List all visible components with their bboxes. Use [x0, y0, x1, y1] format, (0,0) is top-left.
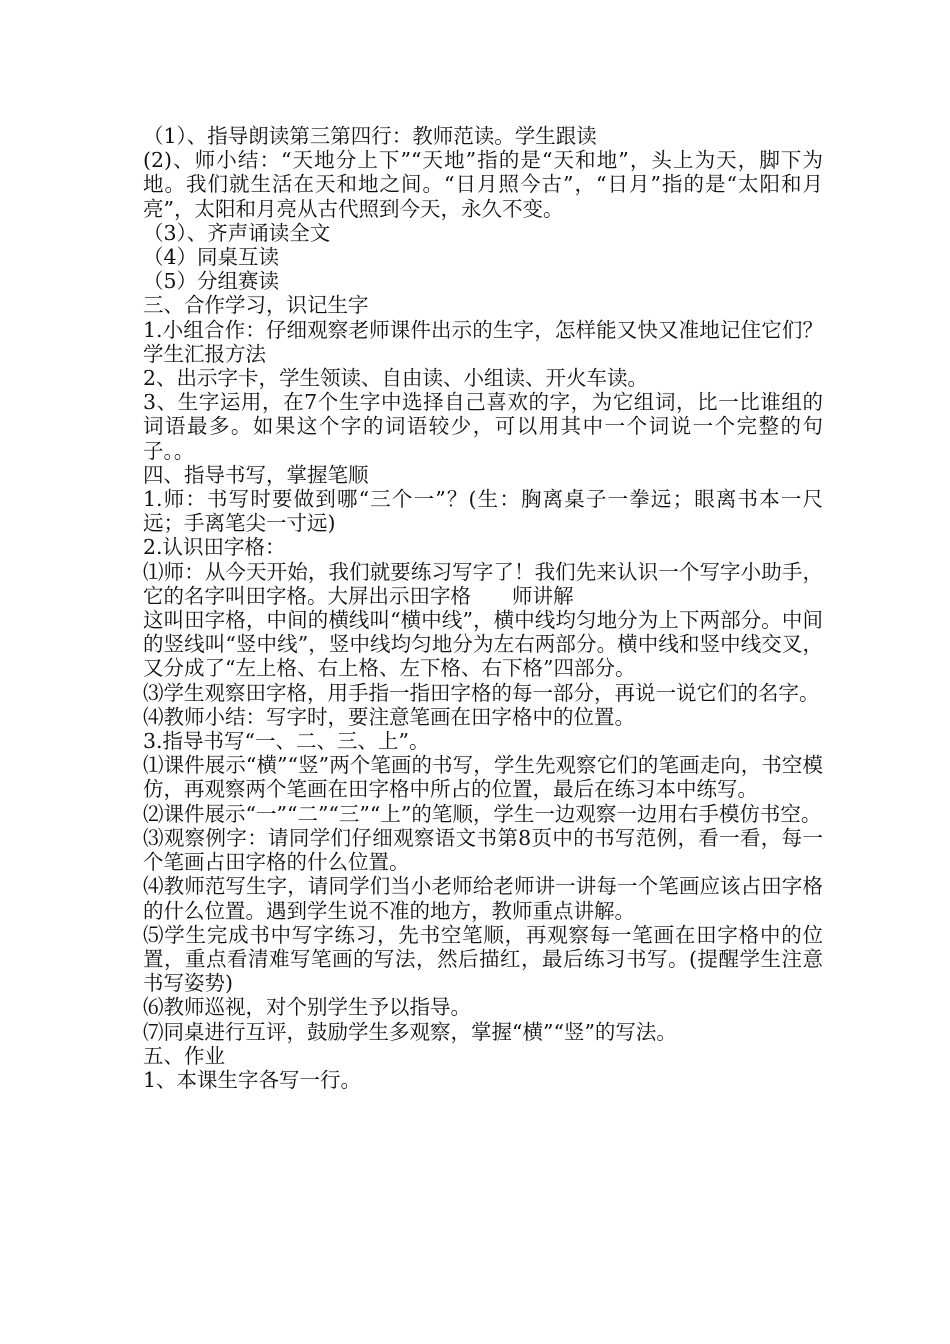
paragraph-group-cooperation: 1.小组合作：仔细观察老师课件出示的生字，怎样能又快又准地记住它们？学生汇报方法 [143, 317, 823, 366]
section-heading-4: 四、指导书写，掌握笔顺 [143, 462, 369, 487]
paragraph-teacher-demo: ⑷教师范写生字，请同学们当小老师给老师讲一讲每一个笔画应该占田字格的什么位置。遇到学生说不准的地方，教师重点讲解。 [143, 874, 823, 923]
document-page [143, 124, 823, 1092]
paragraph-tianzige-intro: 2.认识田字格： [143, 535, 286, 560]
paragraph-reading-guide: （1）、指导朗读第三第四行：教师范读。学生跟读 [143, 124, 597, 148]
paragraph-teacher-conclusion: ⑷教师小结：写字时，要注意笔画在田字格中的位置。 [143, 704, 635, 729]
section-heading-3: 三、合作学习，识记生字 [143, 293, 369, 318]
paragraph-observe-grid: ⑶学生观察田字格，用手指一指田字格的每一部分，再说一说它们的名字。 [143, 680, 820, 705]
paragraph-observe-examples: ⑶观察例字：请同学们仔细观察语文书第8页中的书写范例，看一看，每一个笔画占田字格的什么位置。 [143, 825, 823, 875]
paragraph-word-cards: 2、出示字卡，学生领读、自由读、小组读、开火车读。 [143, 366, 649, 391]
paragraph-student-practice: ⑸学生完成书中写字练习，先书空笔顺，再观察每一笔画在田字格中的位置，重点看清难写笔画的写法，然后描红，最后练习书写。(提醒学生注意书写姿势) [143, 922, 823, 996]
paragraph-deskmate-read: （4）同桌互读 [143, 245, 280, 270]
paragraph-three-ones: 1.师：书写时要做到哪“三个一”？(生：胸离桌子一拳远；眼离书本一尺远；手离笔尖一寸远) [143, 487, 823, 536]
paragraph-stroke-order: ⑵课件展示“一”“二”“三”“上”的笔顺，学生一边观察一边用右手模仿书空。 [143, 801, 822, 826]
paragraph-recite-all: （3）、齐声诵读全文 [143, 220, 331, 245]
paragraph-teacher-summary: (2)、师小结：“天地分上下”“天地”指的是“天和地”，头上为天，脚下为地。我们就生活在天和地之间。“日月照今古”，“日月”指的是“太阳和月亮”，太阳和月亮从古代照到今天，永久不变。 [143, 148, 823, 221]
paragraph-group-read: （5）分组赛读 [143, 269, 280, 294]
paragraph-homework: 1、本课生字各写一行。 [143, 1067, 362, 1092]
paragraph-tianzige-teacher: ⑴师：从今天开始，我们就要练习写字了！我们先来认识一个写字小助手，它的名字叫田字格。大屏出示田字格 师讲解 [143, 559, 823, 608]
paragraph-peer-review: ⑺同桌进行互评，鼓励学生多观察，掌握“横”“竖”的写法。 [143, 1019, 677, 1044]
paragraph-tianzige-explain: 这叫田字格，中间的横线叫“横中线”，横中线均匀地分为上下两部分。中间的竖线叫“竖中线”，竖中线均匀地分为左右两部分。横中线和竖中线交叉，又分成了“左上格、右上格、左下格、右下格”四部分。 [143, 608, 823, 681]
paragraph-teacher-patrol: ⑹教师巡视，对个别学生予以指导。 [143, 995, 471, 1020]
section-heading-5: 五、作业 [143, 1043, 225, 1068]
paragraph-stroke-display: ⑴课件展示“横”“竖”两个笔画的书写，学生先观察它们的笔画走向，书空模仿，再观察两个笔画在田字格中所占的位置，最后在练习本中练写。 [143, 753, 823, 802]
paragraph-character-usage: 3、生字运用，在7个生字中选择自己喜欢的字，为它组词，比一比谁组的词语最多。如果这个字的词语较少，可以用其中一个词说一个完整的句子。。 [143, 390, 823, 463]
paragraph-writing-guide: 3.指导书写“一、二、三、上”。 [143, 729, 430, 754]
